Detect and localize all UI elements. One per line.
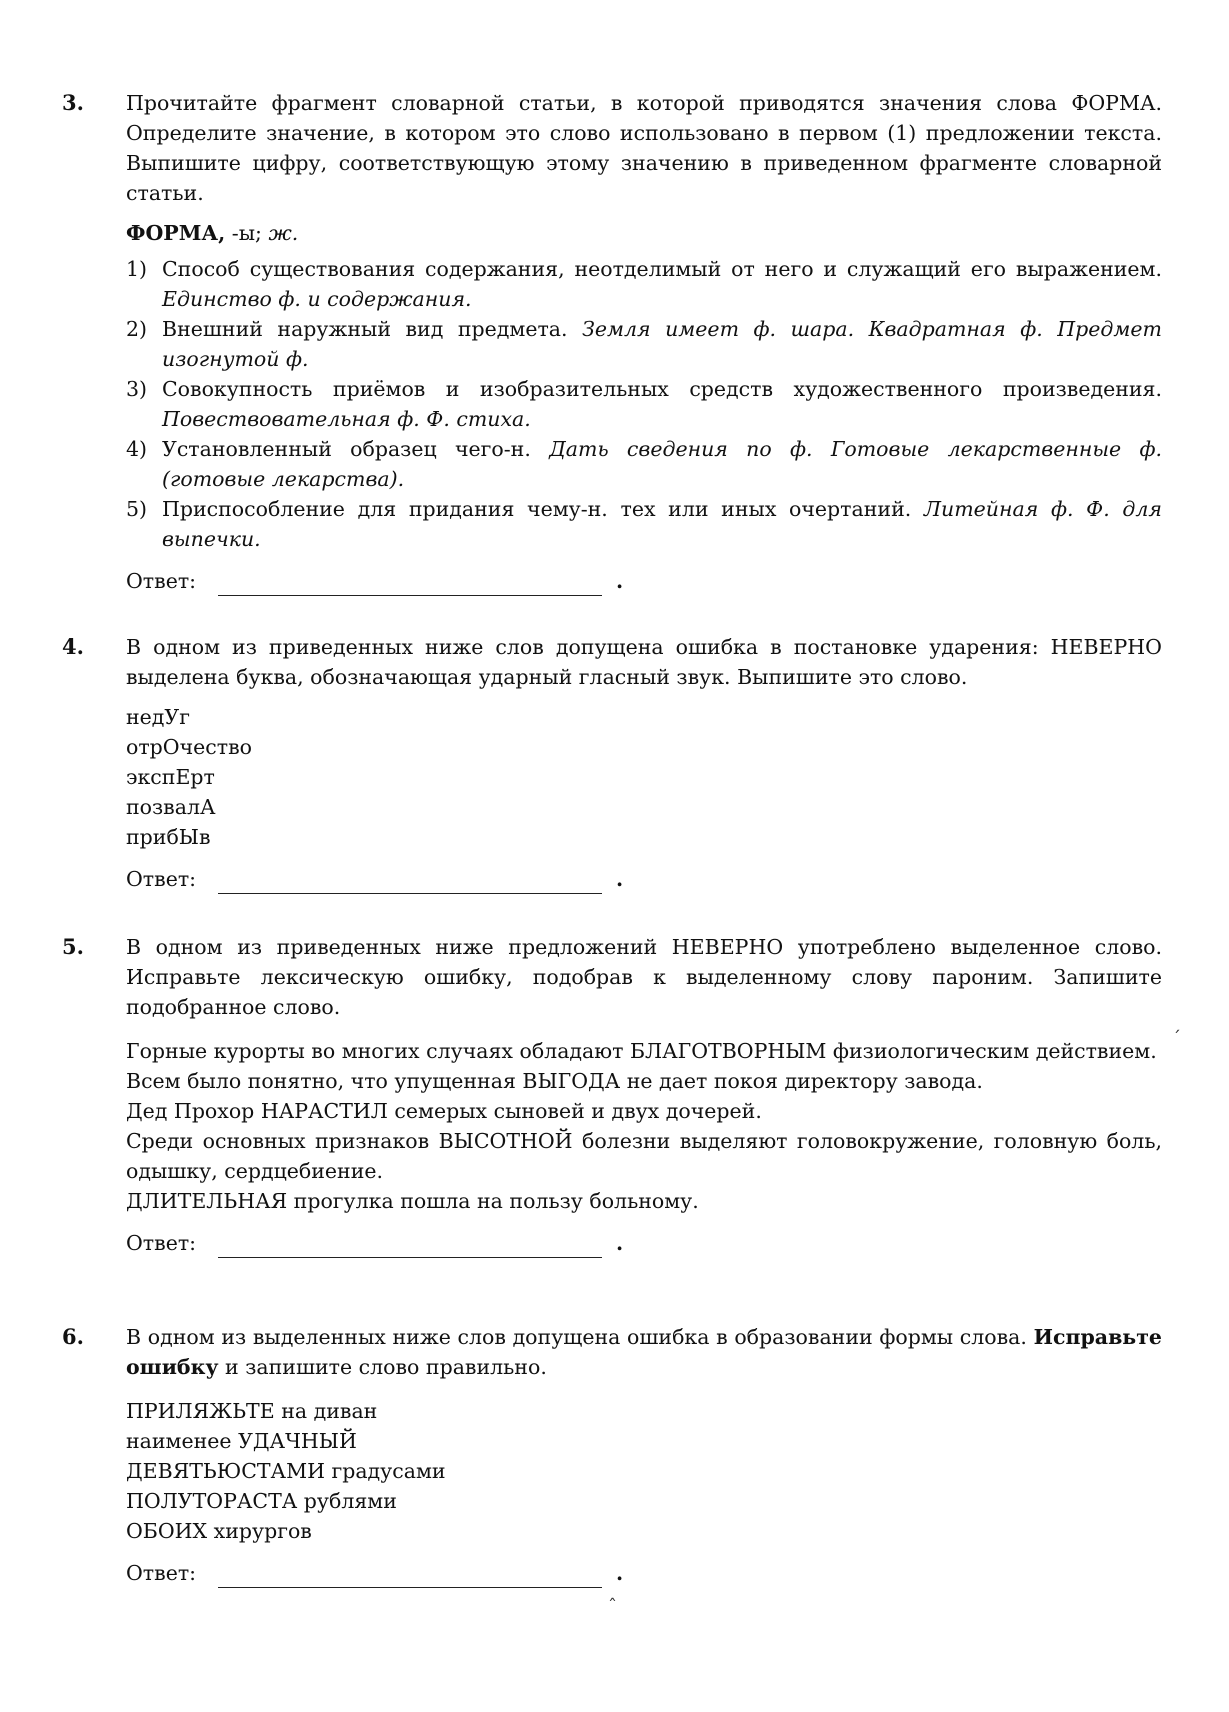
- phrase-list: [126, 1396, 1162, 1546]
- definition-text: Установленный образец чего-н.: [162, 437, 531, 461]
- definition-example: Земля имеет ф. шара. Квадратная ф. Предмет изогнутой ф.: [162, 317, 1162, 371]
- answer-row: [126, 566, 1162, 596]
- answer-row: [126, 1228, 1162, 1258]
- answer-label: Ответ:: [126, 1231, 197, 1255]
- definition-number: 4): [126, 437, 148, 461]
- sentence-item: ДЛИТЕЛЬНАЯ прогулка пошла на пользу больному.: [126, 1189, 699, 1213]
- task-number: 4.: [62, 634, 84, 659]
- definition-number: 3): [126, 377, 148, 401]
- phrase-item: ПОЛУТОРАСТА рублями: [126, 1489, 397, 1513]
- answer-row: [126, 864, 1162, 894]
- word-item: недУг: [126, 705, 190, 729]
- definition-text: Способ существования содержания, неотделимый от него и служащий его выражением.: [162, 257, 1162, 281]
- phrase-item: ПРИЛЯЖЬТЕ на диван: [126, 1399, 378, 1423]
- answer-field[interactable]: [218, 1235, 602, 1258]
- answer-label: Ответ:: [126, 1561, 197, 1585]
- definition-list: [126, 254, 1162, 554]
- prompt-start: В одном из выделенных ниже слов допущена ошибка в образовании формы слова.: [126, 1325, 1027, 1349]
- word-item: прибЫв: [126, 825, 211, 849]
- definition-item: [126, 494, 1162, 554]
- phrase-item: наименее УДАЧНЫЙ: [126, 1429, 357, 1453]
- answer-end-dot: .: [616, 867, 624, 891]
- sentence-item: Всем было понятно, что упущенная ВЫГОДА не дает покоя директору завода.: [126, 1069, 983, 1093]
- task-3: [62, 88, 1162, 596]
- answer-label: Ответ:: [126, 569, 197, 593]
- definition-example: Единство ф. и содержания.: [162, 287, 472, 311]
- task-prompt: [126, 1322, 1162, 1382]
- grammar-info: -ы;: [231, 221, 262, 245]
- word-item: экспЕрт: [126, 765, 215, 789]
- definition-number: 1): [126, 257, 148, 281]
- task-6: [62, 1322, 1162, 1588]
- definition-item: [126, 374, 1162, 434]
- sentence-item: Дед Прохор НАРАСТИЛ семерых сыновей и двух дочерей.: [126, 1099, 762, 1123]
- word-list: [126, 702, 1162, 852]
- answer-end-dot: .: [616, 1561, 624, 1585]
- definition-item: [126, 314, 1162, 374]
- dictionary-headword-line: [126, 218, 1162, 248]
- answer-end-dot: .: [616, 569, 624, 593]
- sentence-list: [126, 1036, 1162, 1216]
- task-prompt: В одном из приведенных ниже слов допущена ошибка в постановке ударения: НЕВЕРНО выделена буква, обозначающая ударный гласный звук. Выпишите это слово.: [126, 635, 1162, 689]
- definition-number: 2): [126, 317, 148, 341]
- answer-row: [126, 1558, 1162, 1588]
- definition-item: [126, 254, 1162, 314]
- phrase-item: ДЕВЯТЬЮСТАМИ градусами: [126, 1459, 446, 1483]
- page-edge-mark: ˊ: [1172, 1028, 1181, 1049]
- definition-example: Дать сведения по ф. Готовые лекарственные ф. (готовые лекарства).: [162, 437, 1163, 491]
- task-prompt: В одном из приведенных ниже предложений НЕВЕРНО употреблено выделенное слово. Исправьте лексическую ошибку, подобрав к выделенному слову пароним. Запишите подобранное слово.: [126, 935, 1162, 1019]
- page-bottom-mark: ˆ: [608, 1596, 617, 1617]
- task-number: 3.: [62, 90, 84, 115]
- definition-example: Повествовательная ф. Ф. стиха.: [162, 407, 531, 431]
- task-number: 5.: [62, 934, 84, 959]
- phrase-item: ОБОИХ хирургов: [126, 1519, 312, 1543]
- task-5: [62, 932, 1162, 1258]
- task-4: [62, 632, 1162, 894]
- answer-field[interactable]: [218, 573, 602, 596]
- prompt-bold: Исправьте ошибку: [126, 1325, 1162, 1379]
- word-item: отрОчество: [126, 735, 253, 759]
- definition-text: Внешний наружный вид предмета.: [162, 317, 568, 341]
- sentence-item: Среди основных признаков ВЫСОТНОЙ болезни выделяют головокружение, головную боль, одышку, сердцебиение.: [126, 1129, 1162, 1183]
- definition-example: Литейная ф. Ф. для выпечки.: [162, 497, 1162, 551]
- answer-label: Ответ:: [126, 867, 197, 891]
- definition-number: 5): [126, 497, 148, 521]
- answer-field[interactable]: [218, 1565, 602, 1588]
- task-prompt: Прочитайте фрагмент словарной статьи, в которой приводятся значения слова ФОРМА. Определите значение, в котором это слово использовано в первом (1) предложении текста. Выпишите цифру, соответствующую этому значению в приведенном фрагменте словарной статьи.: [126, 91, 1162, 205]
- sentence-item: Горные курорты во многих случаях обладают БЛАГОТВОРНЫМ физиологическим действием.: [126, 1039, 1157, 1063]
- word-item: позвалА: [126, 795, 216, 819]
- prompt-end: и запишите слово правильно.: [225, 1355, 547, 1379]
- answer-field[interactable]: [218, 871, 602, 894]
- definition-text: Приспособление для придания чему-н. тех или иных очертаний.: [162, 497, 912, 521]
- task-number: 6.: [62, 1324, 84, 1349]
- headword: ФОРМА,: [126, 221, 226, 245]
- gender-info: ж.: [268, 221, 299, 245]
- definition-text: Совокупность приёмов и изобразительных средств художественного произведения.: [162, 377, 1162, 401]
- answer-end-dot: .: [616, 1231, 624, 1255]
- definition-item: [126, 434, 1162, 494]
